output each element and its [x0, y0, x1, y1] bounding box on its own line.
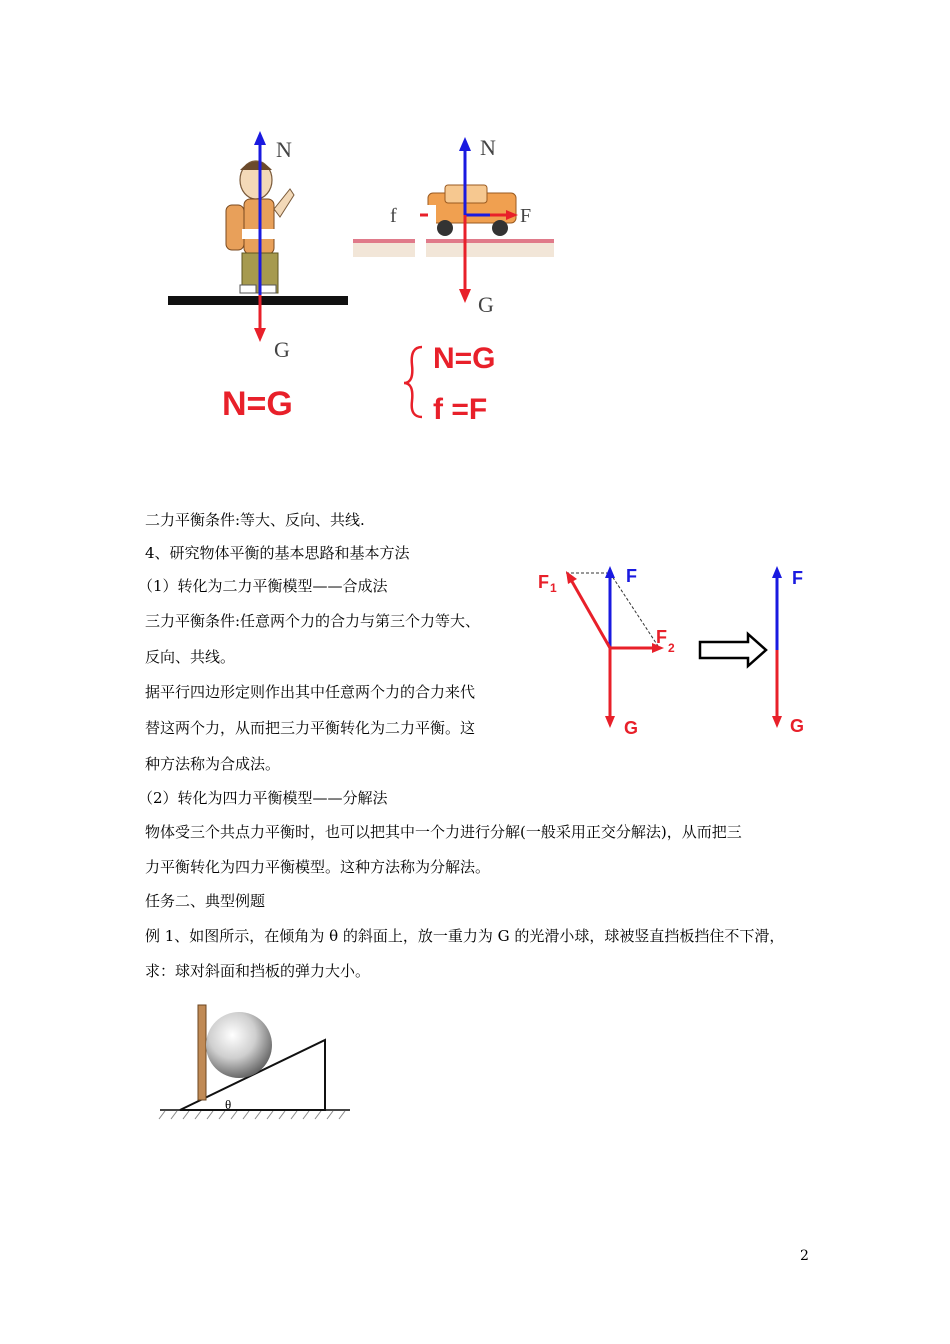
label-F2-sub: 2 — [668, 641, 675, 655]
car-equation-1: N=G — [433, 342, 496, 375]
car-equation-2: f =F — [433, 393, 488, 426]
figure-force-balance — [160, 125, 560, 435]
method-2-title: （2）转化为四力平衡模型——分解法 — [138, 789, 388, 807]
car-illustration — [418, 185, 516, 236]
method-1-desc-2: 替这两个力，从而把三力平衡转化为二力平衡。这 — [145, 719, 476, 737]
person-ground — [168, 296, 348, 305]
section-heading-4: 4、研究物体平衡的基本思路和基本方法 — [145, 544, 410, 562]
person-g-label: G — [274, 337, 290, 362]
equation-brace — [404, 347, 422, 417]
label-G: G — [624, 718, 639, 738]
label-G-right: G — [790, 716, 805, 736]
three-force-condition: 三力平衡条件:任意两个力的合力与第三个力等大、 — [145, 612, 481, 630]
label-F-right: F — [792, 568, 803, 588]
ball — [206, 1012, 272, 1078]
three-force-condition-cont: 反向、共线。 — [145, 648, 236, 666]
two-force-condition: 二力平衡条件:等大、反向、共线. — [145, 511, 365, 529]
person-n-label: N — [276, 137, 292, 162]
car-road-left — [353, 239, 415, 243]
figure-synthesis-method — [530, 560, 820, 750]
car-g-label: G — [478, 292, 494, 317]
method-2-desc-2: 力平衡转化为四力平衡模型。这种方法称为分解法。 — [145, 858, 491, 876]
label-F2: F — [656, 627, 667, 647]
car-road-right — [426, 239, 554, 243]
person-equation: N=G — [222, 385, 293, 423]
method-1-desc-3: 种方法称为合成法。 — [145, 755, 281, 773]
figure-ball-on-incline — [155, 995, 355, 1125]
task-two-heading: 任务二、典型例题 — [145, 892, 266, 910]
method-1-desc-1: 据平行四边形定则作出其中任意两个力的合力来代 — [145, 683, 476, 701]
page-number: 2 — [800, 1248, 809, 1264]
car-f-label: f — [390, 205, 397, 227]
car-n-label: N — [480, 135, 496, 160]
label-F: F — [626, 566, 637, 586]
example-1-question-cont: 求：球对斜面和挡板的弹力大小。 — [145, 962, 371, 980]
car-F-label: F — [520, 205, 532, 227]
method-1-title: （1）转化为二力平衡模型——合成法 — [138, 577, 388, 595]
theta-label: θ — [225, 1097, 232, 1112]
baffle-plate — [198, 1005, 206, 1100]
example-1-question: 例 1、如图所示，在倾角为 θ 的斜面上，放一重力为 G 的光滑小球，球被竖直挡板挡住不下滑， — [145, 927, 785, 945]
label-F1: F — [538, 572, 549, 592]
method-2-desc-1: 物体受三个共点力平衡时，也可以把其中一个力进行分解(一般采用正交分解法)，从而把三 — [145, 823, 742, 841]
transform-arrow-icon — [700, 634, 766, 666]
label-F1-sub: 1 — [550, 581, 557, 595]
